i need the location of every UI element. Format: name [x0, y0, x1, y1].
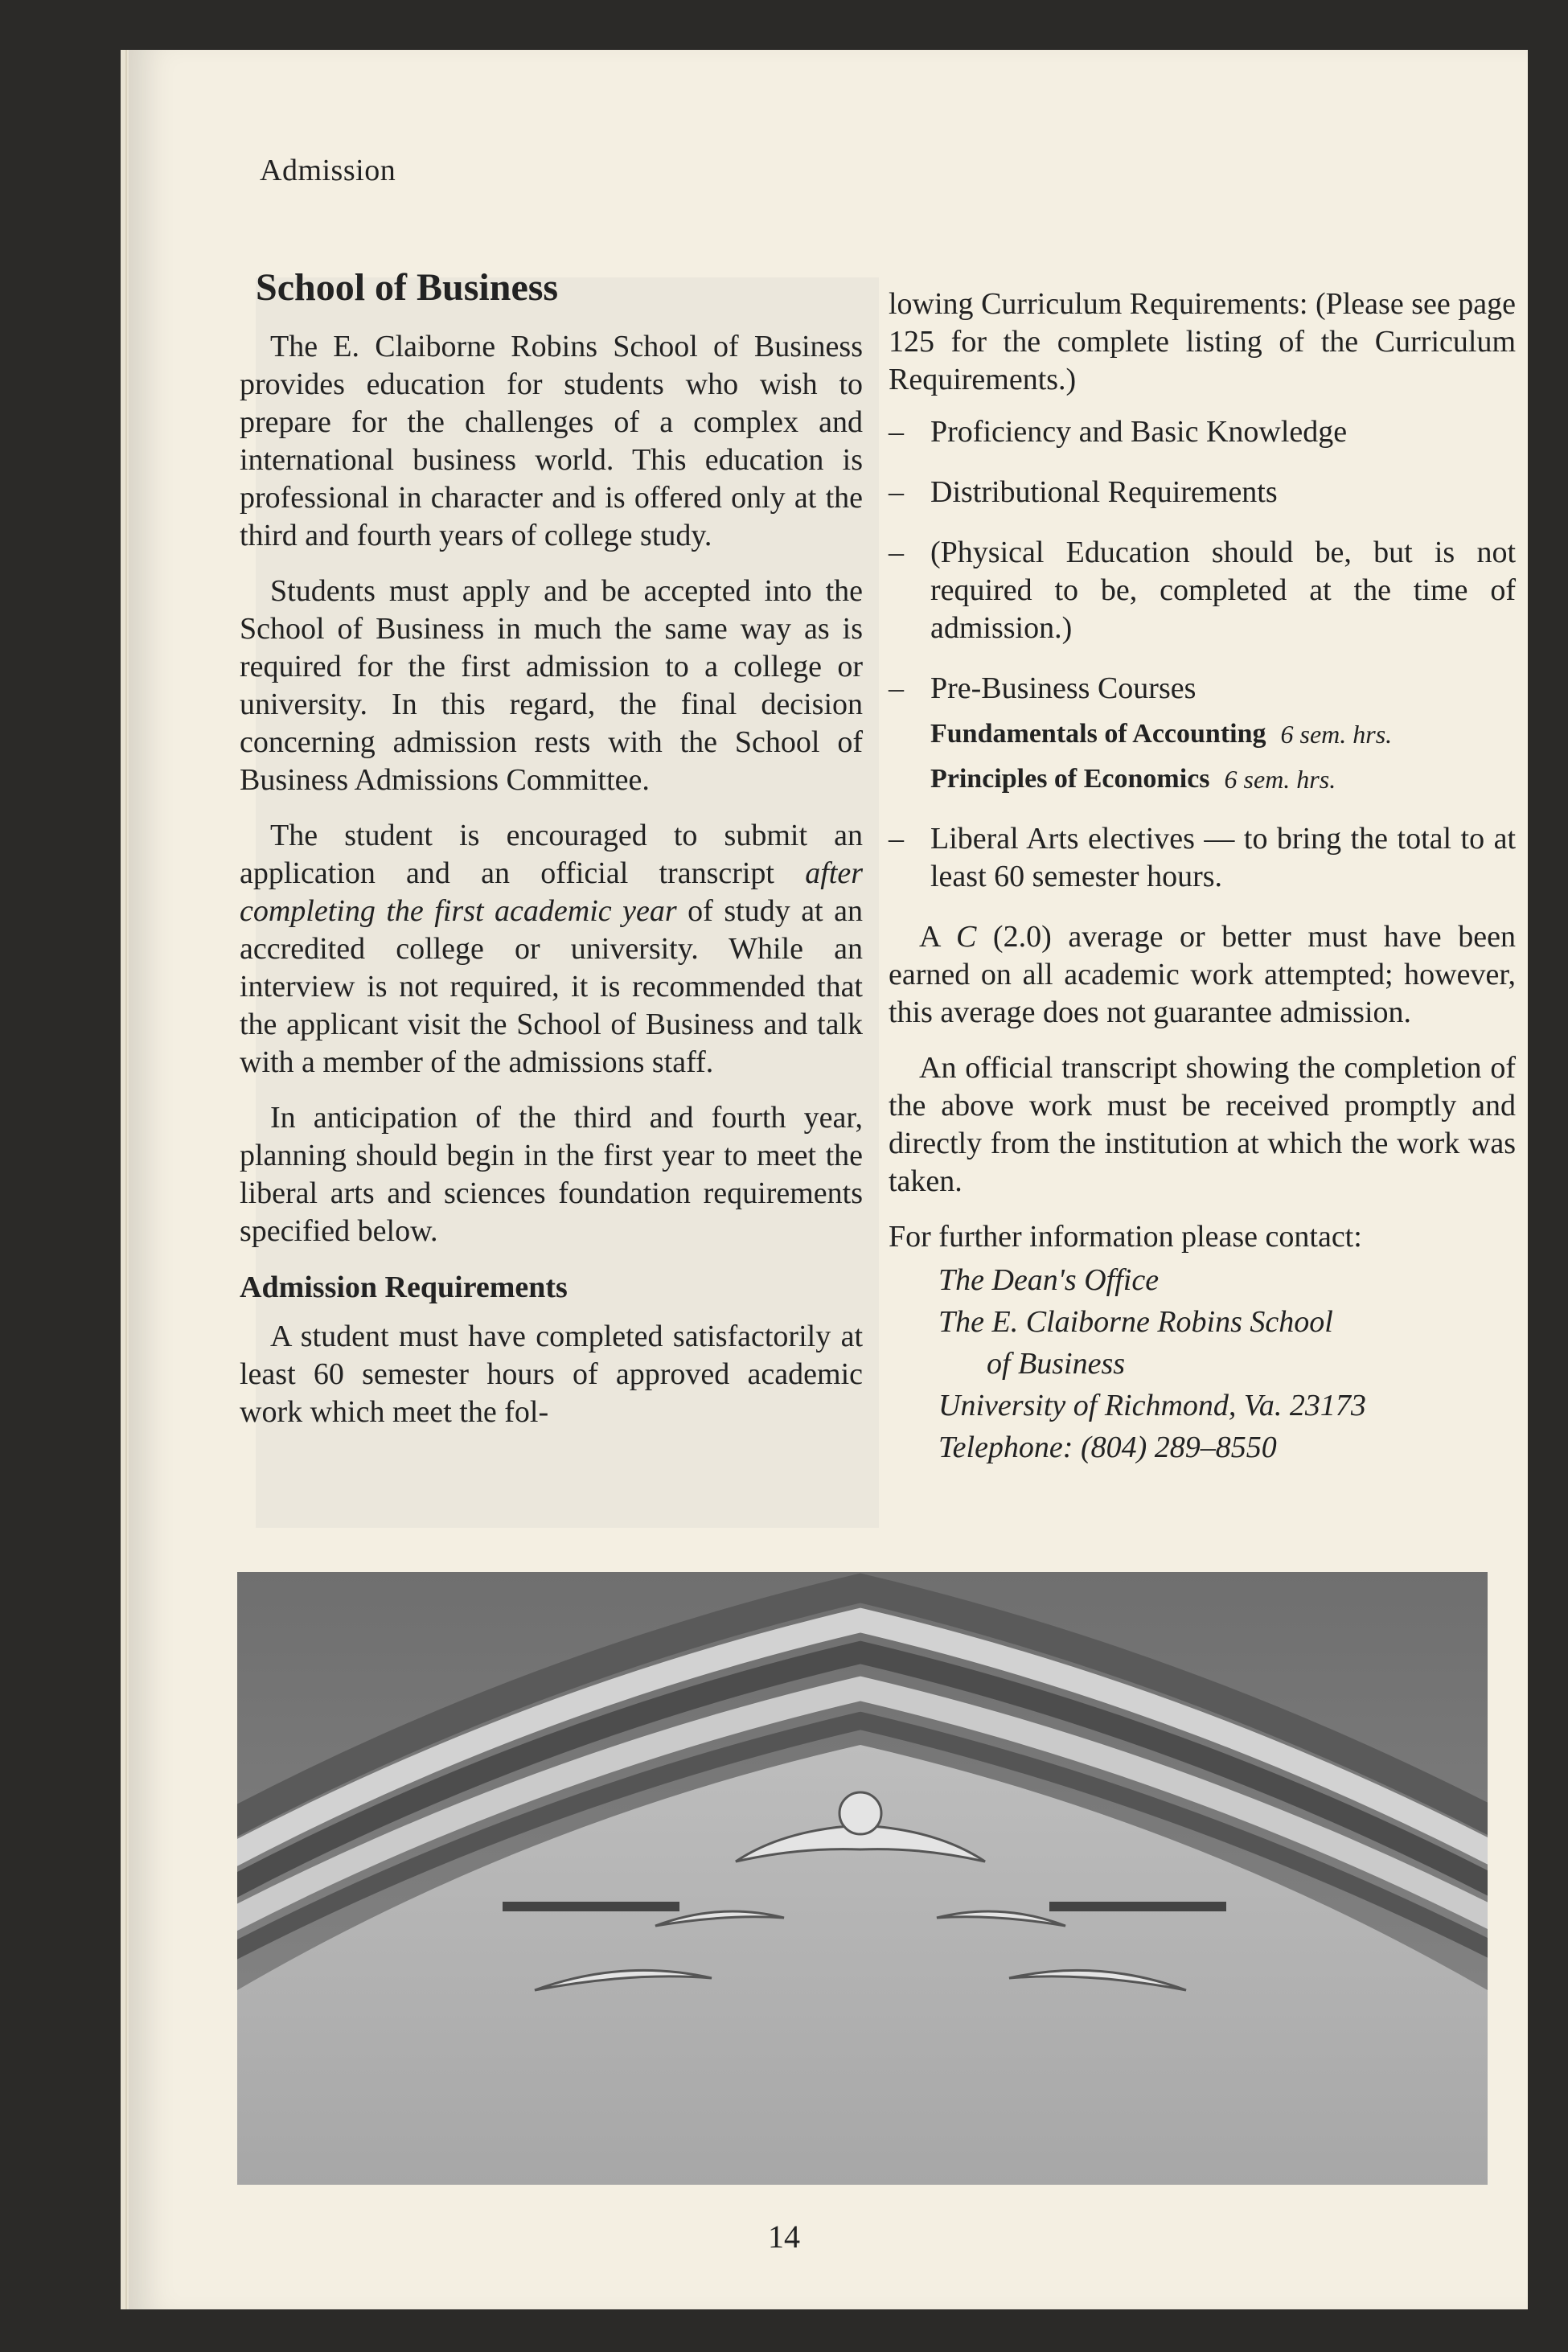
- list-item: – Distributional Requirements: [889, 475, 1278, 509]
- list-item: – Pre-Business Courses Fundamentals of Accounting 6 sem. hrs. Principles of Economics 6 sem. hrs.: [889, 670, 1516, 798]
- contact-office: The Dean's Office: [938, 1263, 1160, 1297]
- paragraph-application: Students must apply and be accepted into the School of Business in much the same way as is required for the first admission to a college or university. In this regard, the final decision concerning admission rests with the School of Business Admissions Committee.: [240, 574, 863, 797]
- emphasis-after-first-year: after completing the first academic year: [240, 856, 863, 928]
- paragraph-transcript-advice: The student is encouraged to submit an application and an official transcript after completing the first academic year of study at an accredited college or university. While an interview is not required, it is recommended that the applicant visit the School of Business and talk with a member of the admissions staff.: [240, 819, 863, 1079]
- contact-school-cont: of Business: [987, 1347, 1126, 1381]
- contact-school: The E. Claiborne Robins School: [938, 1305, 1333, 1339]
- right-column: [889, 285, 1516, 1468]
- section-title: School of Business: [256, 266, 559, 309]
- paragraph-curriculum-continued: lowing Curriculum Requirements: (Please see page 125 for the complete listing of the Curriculum Requirements.): [889, 287, 1516, 396]
- contact-intro: For further information please contact:: [889, 1220, 1362, 1254]
- page-number: 14: [768, 2219, 800, 2255]
- running-head: Admission: [260, 154, 396, 187]
- contact-address: University of Richmond, Va. 23173: [938, 1389, 1366, 1422]
- contact-block: [938, 1259, 1516, 1468]
- list-item: – Proficiency and Basic Knowledge: [889, 415, 1348, 449]
- paragraph-requirements: A student must have completed satisfactorily at least 60 semester hours of approved academic work which meet the fol-: [240, 1320, 863, 1429]
- paragraph-gpa: A C (2.0) average or better must have been earned on all academic work attempted; however, this average does not guarantee admission.: [889, 920, 1516, 1029]
- archway-photo: [237, 1572, 1488, 2185]
- course-row: Principles of Economics 6 sem. hrs.: [930, 764, 1336, 794]
- paragraph-planning: In anticipation of the third and fourth year, planning should begin in the first year to meet the liberal arts and sciences foundation requirements specified below.: [240, 1101, 863, 1248]
- paragraph-official-transcript: An official transcript showing the completion of the above work must be received promptly and directly from the institution at which the work was taken.: [889, 1051, 1516, 1198]
- list-item: – (Physical Education should be, but is not required to be, completed at the time of admission.): [889, 536, 1516, 645]
- course-row: Fundamentals of Accounting 6 sem. hrs.: [930, 719, 1393, 749]
- paragraph-intro: The E. Claiborne Robins School of Business provides education for students who wish to prepare for the challenges of a complex and international business world. This education is professional in character and is offered only at the third and fourth years of college study.: [240, 330, 863, 552]
- contact-telephone: Telephone: (804) 289–8550: [938, 1430, 1277, 1464]
- admission-requirements-heading: Admission Requirements: [240, 1270, 568, 1304]
- requirement-list: [889, 413, 1516, 896]
- left-column: [240, 265, 863, 1449]
- list-item: – Liberal Arts electives — to bring the total to at least 60 semester hours.: [889, 822, 1516, 893]
